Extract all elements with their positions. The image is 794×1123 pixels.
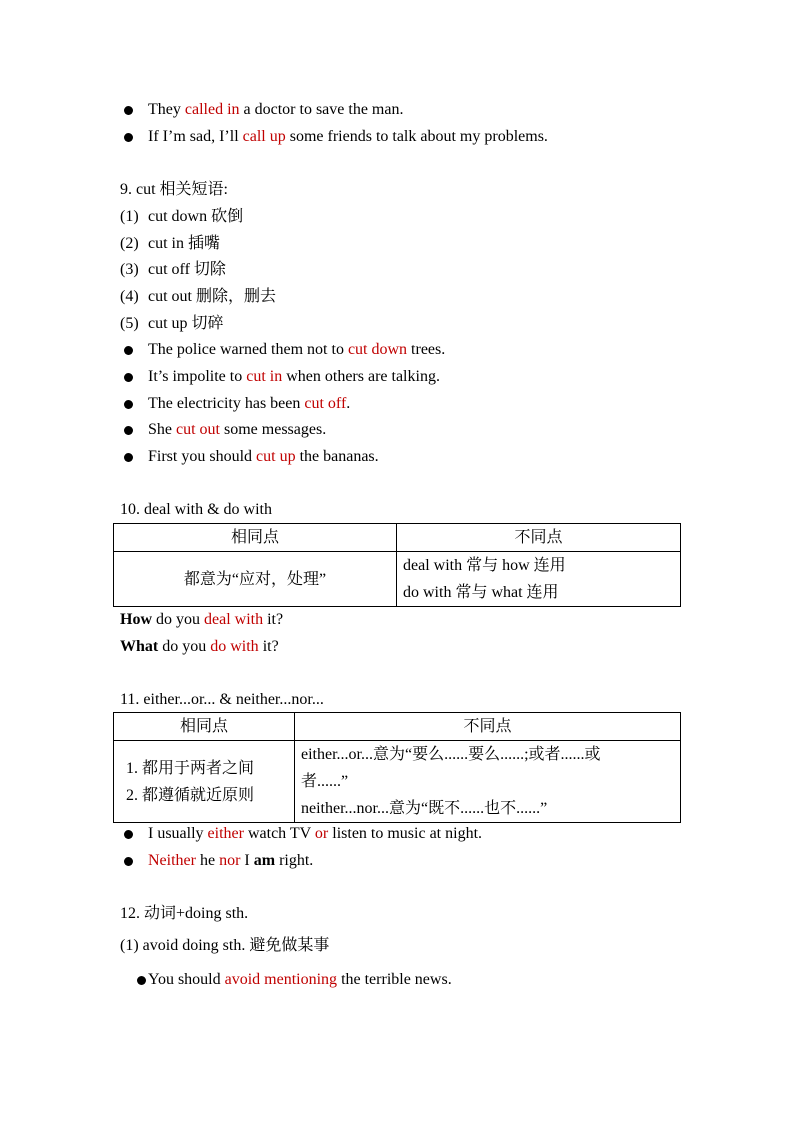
example-sentence: If I’m sad, I’ll call up some friends to talk about my problems. [148,128,548,145]
section-heading: 12. 动词+doing sth. [120,905,249,922]
bullet-icon [124,133,133,142]
bullet-icon [124,453,133,462]
bullet-icon [124,426,133,435]
section-heading: 11. either...or... & neither...nor... [120,691,324,708]
example-sentence: The police warned them not to cut down trees. [148,341,446,358]
bullet-icon [124,857,133,866]
phrase-item: (2) cut in 插嘴 [120,235,220,252]
example-sentence: You should avoid mentioning the terrible news. [148,971,452,988]
bullet-icon [124,400,133,409]
bullet-icon [124,346,133,355]
example-sentence: They called in a doctor to save the man. [148,101,404,118]
example-sentence: It’s impolite to cut in when others are talking. [148,368,440,385]
example-sentence: I usually either watch TV or listen to music at night. [148,825,483,842]
phrase-item: (1) cut down 砍倒 [120,208,244,225]
table-header: 不同点 [397,524,681,552]
phrase-item: (4) cut out 删除，删去 [120,288,276,305]
example-sentence: How do you deal with it? [120,611,284,628]
section-heading: 10. deal with & do with [120,501,272,518]
table-header: 相同点 [114,524,397,552]
phrase-item: (5) cut up 切碎 [120,315,224,332]
table-cell: deal with 常与 how 连用 do with 常与 what 连用 [397,552,681,607]
bullet-icon [124,830,133,839]
table-cell: either...or...意为“要么......要么......;或者......或 者......” neither...nor...意为“既不......也不......” [295,741,681,823]
section-heading: 9. cut 相关短语: [120,181,228,198]
example-sentence: She cut out some messages. [148,421,327,438]
phrase-item: (1) avoid doing sth. 避免做某事 [120,937,330,954]
phrase-item: (3) cut off 切除 [120,261,226,278]
table-header: 不同点 [295,713,681,741]
comparison-table [113,523,681,607]
example-sentence: The electricity has been cut off. [148,395,351,412]
example-sentence: Neither he nor I am right. [148,852,314,869]
example-sentence: What do you do with it? [120,638,279,655]
table-header: 相同点 [114,713,295,741]
bullet-icon [124,106,133,115]
bullet-icon [124,373,133,382]
table-cell: 1. 都用于两者之间 2. 都遵循就近原则 [114,741,295,823]
table-cell: 都意为“应对，处理” [114,552,397,607]
bullet-icon [137,976,146,985]
example-sentence: First you should cut up the bananas. [148,448,379,465]
comparison-table [113,712,681,823]
